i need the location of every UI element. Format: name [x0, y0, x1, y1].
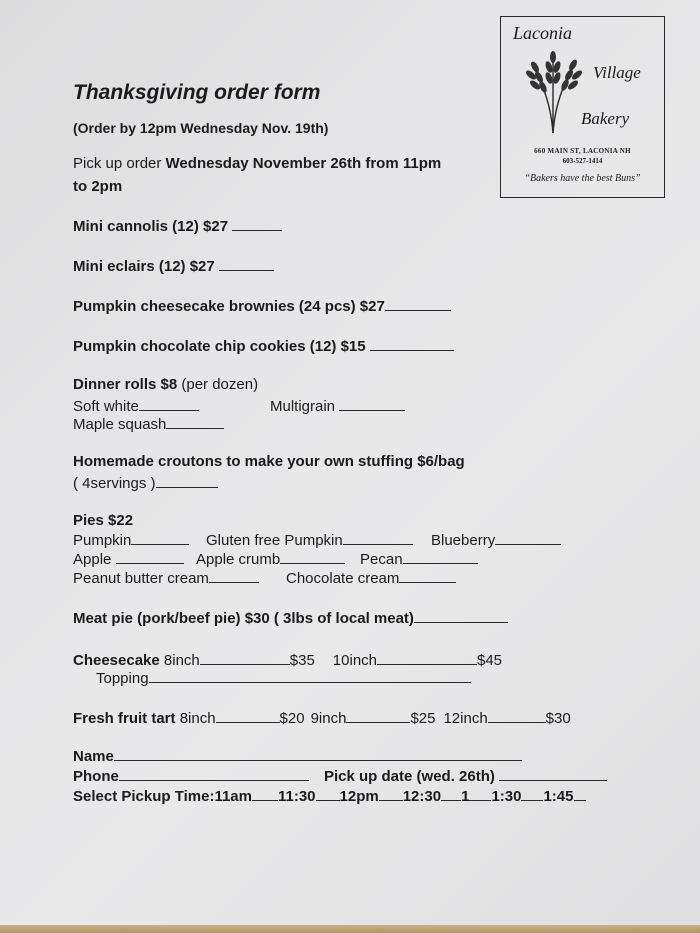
name-label: Name: [73, 748, 114, 765]
tart-8-label: 8inch: [179, 710, 216, 727]
logo-word-bakery: Bakery: [581, 109, 630, 128]
time-130: 1:30: [491, 788, 522, 805]
pie-apple: [73, 549, 184, 569]
time-1230-blank[interactable]: [441, 786, 461, 801]
pickup-date-time: Wednesday November 26th from 11pm: [165, 155, 442, 172]
pie-pb-cream-label: Peanut butter cream: [73, 570, 209, 587]
name-field: [73, 746, 522, 766]
pickup-info: [73, 155, 441, 173]
soft-white-option: [73, 396, 199, 416]
pickup-info-line2: to 2pm: [73, 178, 123, 195]
multigrain-blank[interactable]: [339, 396, 405, 411]
soft-white-blank[interactable]: [139, 396, 199, 411]
pie-pb-cream-blank[interactable]: [209, 568, 259, 583]
cheesecake-8-blank[interactable]: [200, 650, 290, 665]
cheesecake-8-label: 8inch: [163, 652, 200, 669]
pie-pumpkin: [73, 530, 189, 550]
time-12pm: 12pm: [339, 788, 379, 805]
multigrain-label: Multigrain: [270, 398, 340, 415]
croutons-servings-label: ( 4servings ): [73, 475, 156, 492]
tart-9-label: 9inch: [310, 710, 347, 727]
pie-pecan-label: Pecan: [360, 551, 403, 568]
pie-pecan: [360, 549, 478, 569]
pie-blueberry-blank[interactable]: [495, 530, 561, 545]
tart-8-blank[interactable]: [216, 708, 280, 723]
pie-choc-cream-label: Chocolate cream: [286, 570, 400, 587]
tart-9-price: $25: [410, 710, 436, 727]
pie-gf-pumpkin-blank[interactable]: [343, 530, 413, 545]
maple-squash-option: [73, 414, 224, 434]
bakery-logo: [500, 16, 665, 198]
pies-heading: Pies $22: [73, 512, 134, 529]
mini-eclairs-label: Mini eclairs (12) $27: [73, 258, 219, 275]
mini-cannolis-blank[interactable]: [232, 216, 282, 231]
item-cheesecake: [73, 650, 502, 670]
name-blank[interactable]: [114, 746, 522, 761]
pickup-time-row: [73, 786, 586, 806]
pickup-date-label: Pick up date (wed. 26th): [324, 768, 500, 785]
dinner-rolls-heading: [73, 376, 258, 394]
pie-blueberry-label: Blueberry: [431, 532, 496, 549]
time-1130-blank[interactable]: [316, 786, 340, 801]
pie-apple-crumb-blank[interactable]: [280, 549, 345, 564]
topping-blank[interactable]: [149, 668, 471, 683]
cookies-blank[interactable]: [370, 336, 454, 351]
time-12pm-blank[interactable]: [379, 786, 403, 801]
logo-tagline: “Bakers have the best Buns”: [524, 173, 641, 184]
maple-squash-label: Maple squash: [73, 416, 167, 433]
topping-label: Topping: [96, 670, 149, 687]
pickup-time-label: Select Pickup Time:11am: [73, 788, 252, 805]
pie-pumpkin-blank[interactable]: [131, 530, 189, 545]
phone-field: [73, 766, 309, 786]
time-130-blank[interactable]: [521, 786, 543, 801]
item-mini-cannolis: [73, 216, 282, 236]
tart-12-price: $30: [545, 710, 571, 727]
pie-apple-crumb-label: Apple crumb: [196, 551, 281, 568]
pie-apple-crumb: [196, 549, 345, 569]
time-1230: 12:30: [402, 788, 442, 805]
pickup-prefix: Pick up order: [73, 155, 166, 172]
pie-choc-cream: [286, 568, 456, 588]
order-deadline: (Order by 12pm Wednesday Nov. 19th): [73, 120, 329, 136]
pie-choc-cream-blank[interactable]: [399, 568, 456, 583]
wheat-icon: [523, 45, 583, 135]
time-145: 1:45: [543, 788, 574, 805]
logo-word-laconia: Laconia: [513, 23, 573, 43]
time-1130: 11:30: [277, 788, 316, 805]
logo-phone: 603-527-1414: [562, 157, 603, 165]
pie-apple-label: Apple: [73, 551, 116, 568]
pie-pb-cream: [73, 568, 259, 588]
mini-cannolis-label: Mini cannolis (12) $27: [73, 218, 233, 235]
brownies-blank[interactable]: [385, 296, 451, 311]
table-surface: [0, 925, 700, 933]
item-fruit-tart: [73, 708, 571, 728]
phone-blank[interactable]: [119, 766, 309, 781]
tart-8-price: $20: [279, 710, 305, 727]
brownies-label: Pumpkin cheesecake brownies (24 pcs) $27: [73, 298, 385, 315]
item-meat-pie: [73, 608, 508, 628]
dinner-rolls-unit: (per dozen): [181, 376, 259, 393]
soft-white-label: Soft white: [73, 398, 139, 415]
item-cookies: [73, 336, 454, 356]
fruit-tart-label: Fresh fruit tart: [73, 710, 180, 727]
phone-label: Phone: [73, 768, 119, 785]
pie-apple-blank[interactable]: [116, 549, 184, 564]
tart-12-blank[interactable]: [488, 708, 546, 723]
tart-9-blank[interactable]: [346, 708, 410, 723]
meat-pie-label: Meat pie (pork/beef pie) $30 ( 3lbs of local meat): [73, 610, 414, 627]
maple-squash-blank[interactable]: [166, 414, 224, 429]
croutons-servings: [73, 473, 218, 493]
cookies-label: Pumpkin chocolate chip cookies (12) $15: [73, 338, 370, 355]
cheesecake-label: Cheesecake: [73, 652, 164, 669]
meat-pie-blank[interactable]: [414, 608, 508, 623]
cheesecake-10-blank[interactable]: [377, 650, 477, 665]
mini-eclairs-blank[interactable]: [219, 256, 274, 271]
croutons-blank[interactable]: [156, 473, 218, 488]
form-title: Thanksgiving order form: [73, 81, 321, 104]
logo-word-village: Village: [593, 63, 641, 82]
logo-address: 660 MAIN ST, LACONIA NH: [534, 147, 631, 155]
item-brownies: [73, 296, 451, 316]
time-1: 1: [461, 788, 470, 805]
time-11am-blank[interactable]: [252, 786, 278, 801]
multigrain-option: [270, 396, 405, 416]
time-1-blank[interactable]: [469, 786, 491, 801]
cheesecake-10-price: $45: [477, 652, 503, 669]
time-145-blank[interactable]: [574, 786, 586, 801]
dinner-rolls-label: Dinner rolls $8: [73, 376, 182, 393]
tart-12-label: 12inch: [443, 710, 488, 727]
pickup-date-blank[interactable]: [499, 766, 607, 781]
pie-gf-pumpkin: [206, 530, 413, 550]
cheesecake-topping: [96, 668, 471, 688]
cheesecake-8-price: $35: [289, 652, 315, 669]
pie-blueberry: [431, 530, 561, 550]
croutons-heading: Homemade croutons to make your own stuffing $6/bag: [73, 453, 465, 470]
pie-pecan-blank[interactable]: [403, 549, 478, 564]
pickup-date-field: [324, 766, 607, 786]
pie-gf-pumpkin-label: Gluten free Pumpkin: [206, 532, 343, 549]
item-mini-eclairs: [73, 256, 274, 276]
pie-pumpkin-label: Pumpkin: [73, 532, 132, 549]
cheesecake-10-label: 10inch: [332, 652, 377, 669]
